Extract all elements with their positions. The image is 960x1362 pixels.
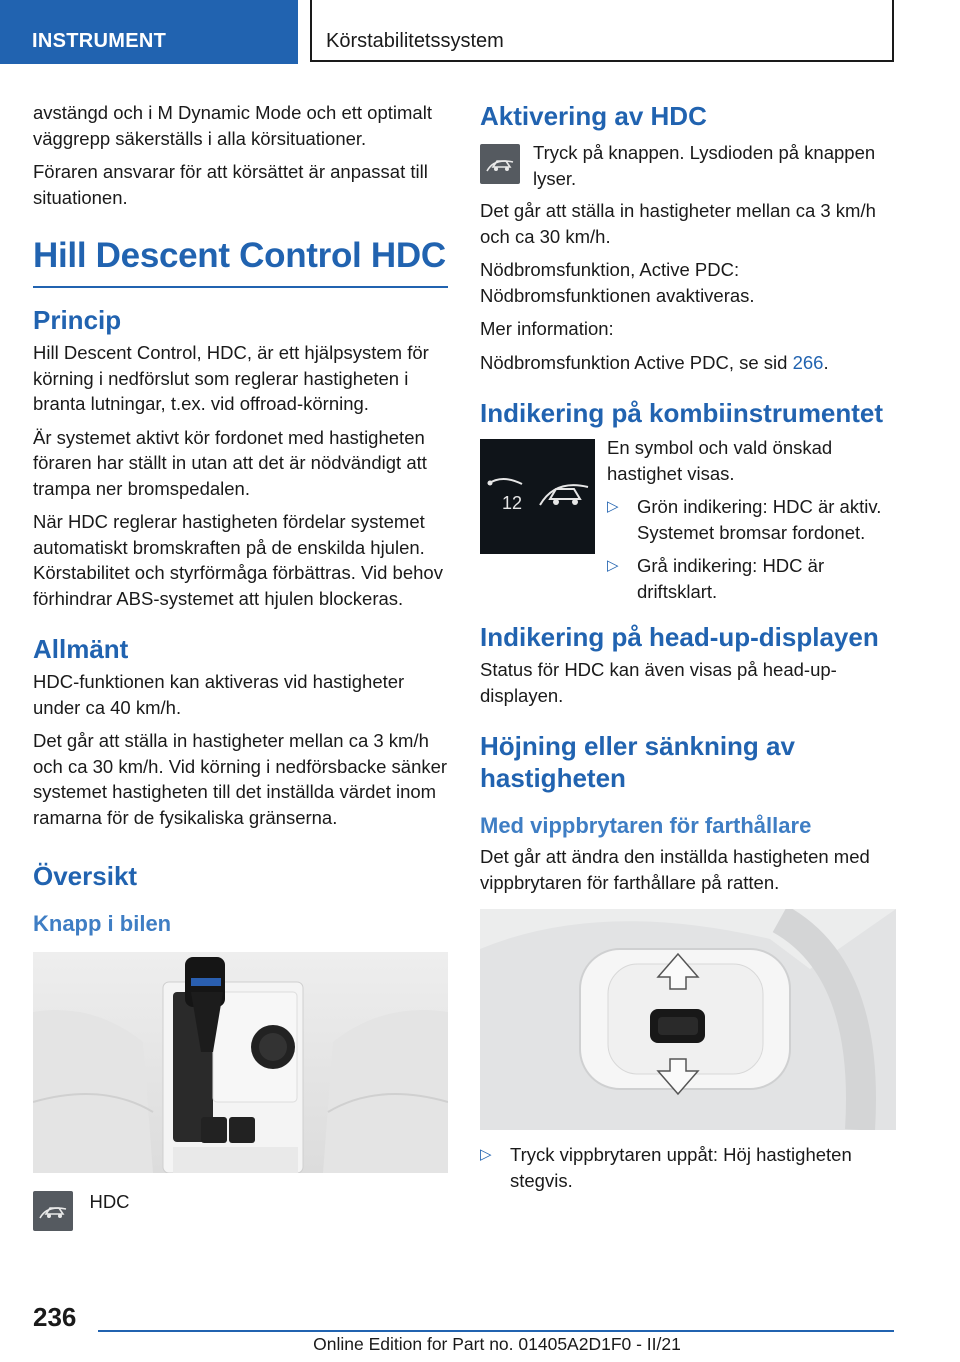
aktivering-instruction	[480, 140, 896, 192]
kombi-bullet-2	[607, 553, 896, 604]
bullet-triangle-icon: ▷	[480, 1146, 492, 1163]
aktivering-paragraph-1: Tryck på knappen. Lysdioden på knappen lyser.	[533, 142, 876, 189]
kombi-bullet-1	[607, 494, 896, 545]
bullet-text: Grön indikering: HDC är aktiv. Systemet bromsar fordonet.	[637, 496, 882, 543]
oversikt-heading: Översikt	[33, 861, 138, 891]
set-speed-value: 12	[502, 493, 523, 513]
spacer	[480, 716, 896, 730]
hdc-cluster-symbol	[480, 439, 595, 554]
spacer	[33, 619, 448, 633]
vipp-heading: Med vippbrytaren för farthållare	[480, 813, 812, 838]
spacer	[480, 383, 896, 397]
chapter-tab	[310, 0, 894, 62]
kombi-section	[480, 435, 896, 613]
intro-paragraph-2: Föraren ansvarar för att körsättet är anpassat till situationen.	[33, 161, 428, 208]
aktivering-paragraph-3: Nödbromsfunktion, Active PDC: Nödbromsfunktionen avaktiveras.	[480, 259, 755, 306]
center-console-illustration	[33, 952, 448, 1173]
center-console-photo	[33, 952, 448, 1173]
edition-text: Online Edition for Part no. 01405A2D1F0 - II/21	[313, 1334, 681, 1354]
ref-text-end: .	[823, 351, 829, 373]
aktivering-paragraph-5	[480, 350, 896, 376]
hdc-button-icon	[33, 1191, 73, 1231]
spacer	[480, 798, 896, 812]
heading-rule	[33, 286, 448, 288]
allmant-paragraph-1: HDC-funktionen kan aktiveras vid hastigheter under ca 40 km/h.	[33, 671, 405, 718]
allmant-paragraph-2: Det går att ställa in hastigheter mellan ca 3 km/h och ca 30 km/h. Vid körning i nedförsbacke sänker systemet hastigheten till det inställda värdet inom ramarna för de fysikaliska gränserna.	[33, 730, 448, 828]
spacer	[33, 838, 448, 860]
page-number: 236	[33, 1302, 77, 1332]
vipp-paragraph-1: Det går att ändra den inställda hastigheten med vippbrytaren för farthållare på ratten.	[480, 846, 870, 893]
kombi-heading: Indikering på kombiinstrumentet	[480, 398, 884, 428]
knapp-heading: Knapp i bilen	[33, 911, 172, 936]
left-column	[33, 100, 448, 1231]
chapter-title: Körstabilitetssystem	[326, 30, 504, 52]
spacer	[33, 896, 448, 910]
aktivering-paragraph-2: Det går att ställa in hastigheter mellan ca 3 km/h och ca 30 km/h.	[480, 200, 876, 247]
hdc-legend	[33, 1191, 448, 1231]
page-reference-link[interactable]: 266	[792, 351, 824, 373]
hud-heading: Indikering på head-up-displayen	[480, 622, 879, 652]
princip-paragraph-1: Hill Descent Control, HDC, är ett hjälpsystem för körning i nedförslut som reglerar hastigheten i branta lutningar, t.ex. vid offroad-körning.	[33, 342, 429, 414]
kombi-paragraph-1: En symbol och vald önskad hastighet visas.	[607, 437, 833, 484]
allmant-heading: Allmänt	[33, 634, 129, 664]
spacer	[480, 613, 896, 621]
section-tab	[0, 0, 298, 64]
princip-paragraph-2: Är systemet aktivt kör fordonet med hastigheten föraren har ställt in utan att det är nödvändigt att trampa ner bromspedalen.	[33, 426, 427, 499]
intro-paragraph-1: avstängd och i M Dynamic Mode och ett optimalt väggrepp säkerställs i alla körsituationer.	[33, 102, 432, 149]
princip-heading: Princip	[33, 305, 122, 335]
princip-paragraph-3: När HDC reglerar hastigheten fördelar systemet automatiskt bromskraften på de enskilda hjulen. Körstabilitet och styrförmåga förbättras. Vid behov förhindrar ABS-systemet att hjulen blockeras.	[33, 511, 443, 609]
spacer	[480, 1130, 896, 1142]
kombi-text	[607, 435, 896, 612]
hdc-button-icon	[480, 144, 520, 184]
cluster-display	[480, 439, 595, 554]
aktivering-paragraph-4: Mer information:	[480, 318, 614, 339]
section-title: INSTRUMENT	[32, 30, 167, 52]
aktivering-heading: Aktivering av HDC	[480, 101, 707, 131]
bullet-text: Tryck vippbrytaren uppåt: Höj hastigheten stegvis.	[510, 1144, 852, 1191]
footer-rule	[98, 1330, 894, 1332]
bullet-triangle-icon: ▷	[607, 557, 619, 574]
main-heading: Hill Descent Control HDC	[33, 236, 446, 275]
hdc-label: HDC	[89, 1191, 130, 1212]
bullet-triangle-icon: ▷	[607, 498, 619, 515]
rocker-switch-illustration	[480, 909, 896, 1130]
page-header	[0, 0, 960, 66]
hud-paragraph-1: Status för HDC kan även visas på head-up-displayen.	[480, 659, 837, 706]
hojning-heading: Höjning eller sänkning av hastigheten	[480, 731, 795, 793]
bullet-text: Grå indikering: HDC är driftsklart.	[637, 555, 825, 602]
vipp-bullet-1	[480, 1142, 896, 1193]
ref-text: Nödbromsfunktion Active PDC, se sid	[480, 351, 793, 373]
rocker-switch-photo	[480, 909, 896, 1130]
right-column	[480, 100, 896, 1201]
